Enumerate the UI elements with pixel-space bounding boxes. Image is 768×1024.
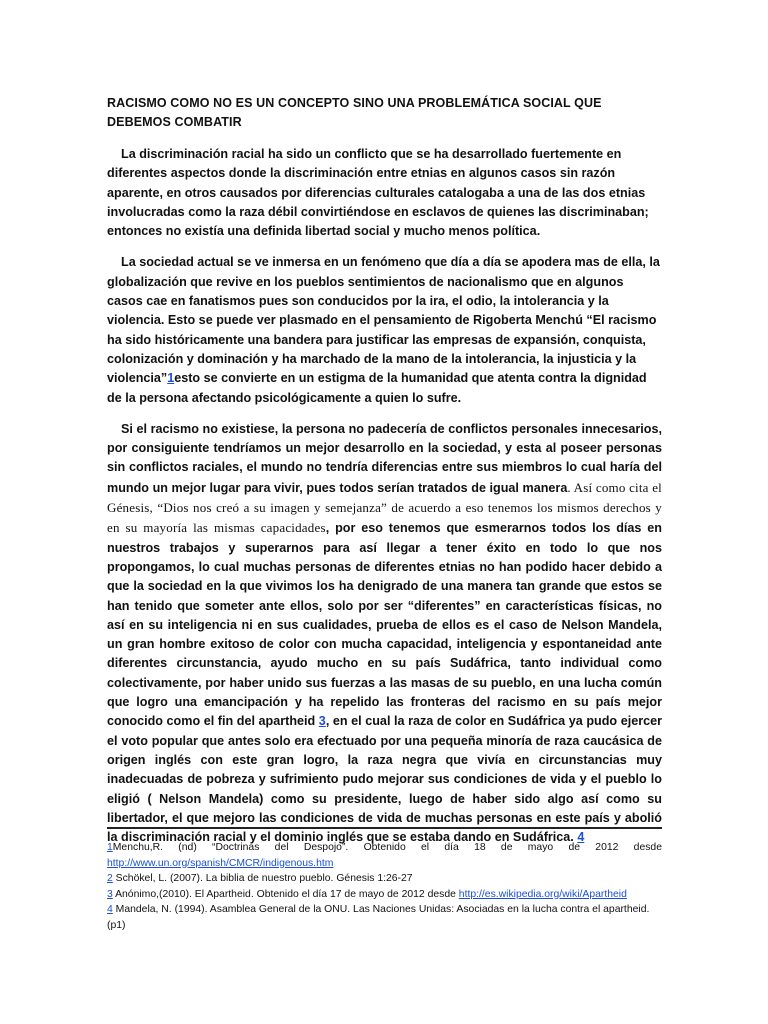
footnote-1 [107,840,662,856]
footnote-1-continued [107,856,662,872]
footnote-1-number[interactable]: 1 [107,842,113,853]
footnote-2-number[interactable]: 2 [107,873,113,884]
paragraph-1-text: La discriminación racial ha sido un conflicto que se ha desarrollado fuertemente en diferentes aspectos donde la discriminación entre etnias en algunos casos sin razón aparente, en otros causados por diferencias culturales catalogaba a una de las dos etnias involucradas como la raza débil convirtiéndose en esclavos de quienes las discriminaban; entonces no existía una definida libertad social y mucho menos política. [107,147,649,239]
paragraph-3-text-a: Si el racismo no existiese, la persona no padecería de conflictos personales innecesarios, por consiguiente tendríamos un mejor desarrollo en la sociedad, y esta al poseer personas sin conflictos raciales, el mundo no tendría diferencias entre sus miembros lo cual haría del mundo un mejor lugar para vivir, pues todos serían tratados de igual manera [107,421,662,495]
footnote-ref-4[interactable]: 4 [577,830,585,845]
paragraph-3-text-c: , en el cual la raza de color en Sudáfrica ya pudo ejercer el voto popular que antes solo era efectuado por una pequeña minoría de raza caucásica de origen inglés con este gran logro, la raza negra que vivía en circunstancias muy inadecuadas de pobreza y sufrimiento pudo mejorar sus condiciones de vida y el pueblo lo eligió ( Nelson Mandela) como su presidente, luego de haber sido algo así como su libertador, el que mejoro las condiciones de vida de muchas personas en este país y abolió la discriminación racial y el dominio inglés que se estaba dando en Sudáfrica. [107,714,663,845]
footnote-4-number[interactable]: 4 [107,904,113,915]
footnote-ref-3[interactable]: 3 [318,714,326,729]
footnote-separator [107,827,662,829]
paragraph-2 [107,253,662,407]
paragraph-3-text-b: , por eso tenemos que esmerarnos todos los días en nuestros trabajos y superarnos para así llegar a tener éxito en todo lo que nos propongamos, lo cual muchas personas de diferentes etnias no han podido hacer debido a que la sociedad en la que vivimos los ha denigrado de una manera tan grande que estos se han tenido que someter ante ellos, solo por ser “diferentes” en características físicas, no así en su inteligencia ni en sus cualidades, prueba de ellos es el caso de Nelson Mandela, un gran hombre exitoso de color con mucha capacidad, inteligencia y espontaneidad ante diferentes circunstancia, ayudo mucho en su país Sudáfrica, tanto individual como colectivamente, por haber unido sus fuerzas a las masas de su pueblo, en una lucha común que logro una emancipación y ha repelido las fronteras del racismo en su país mejor conocido como el fin del apartheid [107,521,662,729]
document-title: RACISMO COMO NO ES UN CONCEPTO SINO UNA PROBLEMÁTICA SOCIAL QUE DEBEMOS COMBATIR [107,96,602,129]
footnote-2 [107,871,662,887]
footnote-1-link[interactable]: http://www.un.org/spanish/CMCR/indigenous.htm [107,857,334,869]
footnotes [107,840,662,933]
footnote-2-text: Schökel, L. (2007). La biblia de nuestro pueblo. Génesis 1:26-27 [112,873,413,884]
footnote-4 [107,902,662,933]
footnote-4-text: Mandela, N. (1994). Asamblea General de la ONU. Las Naciones Unidas: Asociadas en la lucha contra el apartheid. (p1) [107,904,650,931]
footnote-3-link[interactable]: http://es.wikipedia.org/wiki/Apartheid [458,888,627,900]
paragraph-3 [107,420,662,848]
footnote-1-text: Menchu,R. (nd) “Doctrinas del Despojo”. Obtenido el día 18 de mayo de 2012 desde [112,842,662,853]
paragraph-2-text-a: La sociedad actual se ve inmersa en un fenómeno que día a día se apodera mas de ella, la globalización que revive en los pueblos sentimientos de nacionalismo que en algunos casos cae en fanatismos pues son conducidos por la ira, el odio, la intolerancia y la violencia. Esto se puede ver plasmado en el pensamiento de Rigoberta Menchú “El racismo ha sido históricamente una bandera para justificar las empresas de expansión, conquista, colonización y dominación y ha marchado de la mano de la intolerancia, la injusticia y la violencia” [107,255,660,386]
paragraph-3-genesis-quote: . Así como cita el Génesis, “Dios nos creó a su imagen y semejanza” de acuerdo a eso tenemos los mismos derechos y en su mayoría las mismas capacidades [107,479,662,536]
footnote-ref-1[interactable]: 1 [167,371,175,386]
paragraph-1 [107,145,662,241]
document-body [107,94,662,859]
footnote-3 [107,887,662,903]
footnote-3-text: Anónimo,(2010). El Apartheid. Obtenido el día 17 de mayo de 2012 desde [112,888,459,900]
paragraph-2-text-b: esto se convierte en un estigma de la humanidad que atenta contra la dignidad de la persona afectando psicológicamente a quien lo sufre. [107,371,647,405]
footnote-3-number[interactable]: 3 [107,888,113,900]
